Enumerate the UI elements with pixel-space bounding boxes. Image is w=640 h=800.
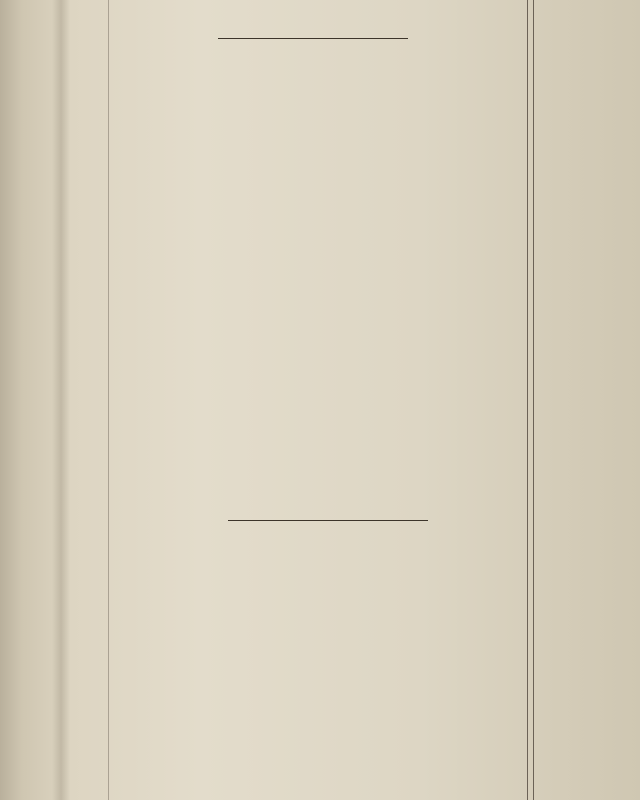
- separator-rule: [218, 38, 408, 39]
- column-rule-left: [108, 0, 109, 800]
- column-rule-right-2: [533, 0, 534, 800]
- separator-rule: [228, 520, 428, 521]
- page-fold-shadow: [52, 0, 70, 800]
- column-rule-right-1: [527, 0, 528, 800]
